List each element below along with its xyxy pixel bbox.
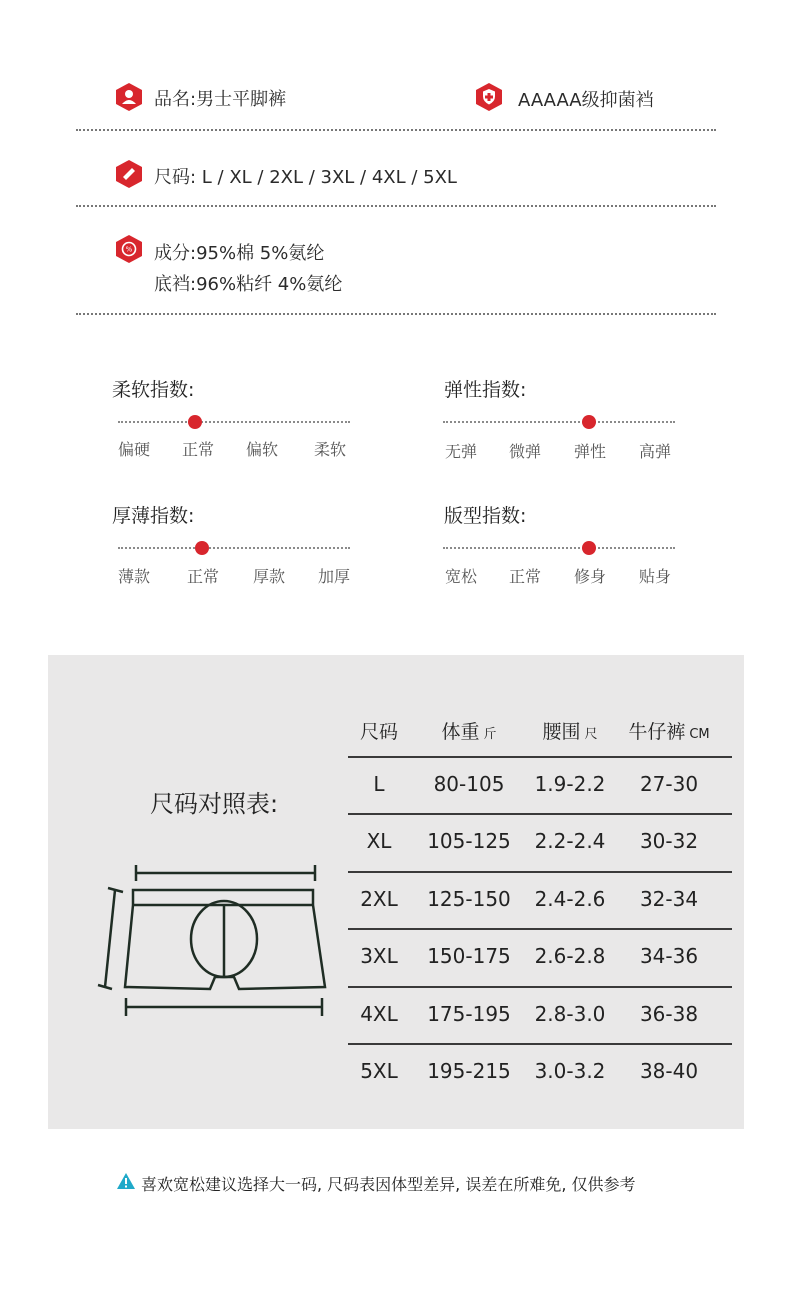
ruler-icon — [116, 160, 142, 188]
size-advice-notice: 喜欢宽松建议选择大一码, 尺码表因体型差异, 误差在所难免, 仅供参考 — [141, 1175, 636, 1194]
divider — [76, 129, 716, 131]
thickness-label: 加厚 — [317, 567, 351, 586]
table-cell: 2.8-3.0 — [534, 1002, 606, 1026]
table-cell: 36-38 — [639, 1002, 699, 1026]
material-composition: 成分:95%棉 5%氨纶 — [154, 243, 325, 264]
fit-label: 修身 — [573, 567, 607, 586]
crotch-composition: 底裆:96%粘纤 4%氨纶 — [154, 274, 343, 295]
table-cell: 3XL — [360, 944, 398, 968]
table-cell: 195-215 — [427, 1059, 511, 1083]
divider — [76, 313, 716, 315]
table-cell: 27-30 — [639, 772, 699, 796]
elasticity-label: 微弹 — [508, 442, 542, 461]
table-cell: 38-40 — [639, 1059, 699, 1083]
size-chart-title: 尺码对照表: — [150, 790, 279, 818]
divider — [76, 205, 716, 207]
percent-badge-icon — [116, 235, 142, 263]
elasticity-index-title: 弹性指数: — [444, 379, 527, 401]
table-header-waist: 腰围 尺 — [542, 721, 598, 743]
table-row-divider — [348, 871, 732, 873]
elasticity-label: 高弹 — [638, 442, 672, 461]
fit-label: 宽松 — [444, 567, 478, 586]
table-cell: 175-195 — [427, 1002, 511, 1026]
softness-label: 正常 — [181, 440, 215, 459]
size-list: 尺码: L / XL / 2XL / 3XL / 4XL / 5XL — [154, 167, 457, 188]
table-cell: 5XL — [360, 1059, 398, 1083]
thickness-track — [118, 547, 350, 549]
fit-track — [443, 547, 675, 549]
table-row-divider — [348, 813, 732, 815]
table-row-divider — [348, 1043, 732, 1045]
svg-text:%: % — [125, 245, 133, 254]
fit-level-marker — [582, 541, 596, 555]
table-header-size: 尺码 — [359, 721, 399, 743]
thickness-label: 厚款 — [252, 567, 286, 586]
table-cell: 1.9-2.2 — [534, 772, 606, 796]
thickness-label: 薄款 — [117, 567, 151, 586]
table-cell: 80-105 — [433, 772, 505, 796]
table-cell: XL — [366, 829, 392, 853]
table-cell: 34-36 — [639, 944, 699, 968]
fit-label: 正常 — [508, 567, 542, 586]
table-cell: 150-175 — [427, 944, 511, 968]
table-row-divider — [348, 986, 732, 988]
table-row-divider — [348, 756, 732, 758]
table-cell: 30-32 — [639, 829, 699, 853]
softness-label: 偏软 — [245, 440, 279, 459]
table-cell: 2.6-2.8 — [534, 944, 606, 968]
crotch-grade: AAAAA级抑菌裆 — [518, 90, 654, 111]
table-cell: 4XL — [360, 1002, 398, 1026]
table-cell: 3.0-3.2 — [534, 1059, 606, 1083]
table-header-jeans: 牛仔裤 CM — [628, 721, 710, 743]
table-cell: 2XL — [360, 887, 398, 911]
fit-index-title: 版型指数: — [444, 505, 527, 527]
boxer-measure-diagram — [95, 855, 335, 1025]
product-name: 品名:男士平脚裤 — [154, 89, 287, 110]
softness-level-marker — [188, 415, 202, 429]
table-cell: 105-125 — [427, 829, 511, 853]
table-cell: 2.2-2.4 — [534, 829, 606, 853]
fit-label: 贴身 — [638, 567, 672, 586]
thickness-index-title: 厚薄指数: — [112, 505, 195, 527]
warning-icon — [117, 1173, 135, 1189]
thickness-label: 正常 — [186, 567, 220, 586]
elasticity-track — [443, 421, 675, 423]
softness-label: 偏硬 — [117, 440, 151, 459]
user-icon — [116, 83, 142, 111]
table-cell: 2.4-2.6 — [534, 887, 606, 911]
softness-track — [118, 421, 350, 423]
table-cell: L — [373, 772, 385, 796]
elasticity-level-marker — [582, 415, 596, 429]
elasticity-label: 弹性 — [573, 442, 607, 461]
table-row-divider — [348, 928, 732, 930]
shield-plus-icon — [476, 83, 502, 111]
thickness-level-marker — [195, 541, 209, 555]
table-cell: 32-34 — [639, 887, 699, 911]
softness-label: 柔软 — [313, 440, 347, 459]
softness-index-title: 柔软指数: — [112, 379, 195, 401]
table-header-weight: 体重 斤 — [441, 721, 497, 743]
table-cell: 125-150 — [427, 887, 511, 911]
elasticity-label: 无弹 — [444, 442, 478, 461]
